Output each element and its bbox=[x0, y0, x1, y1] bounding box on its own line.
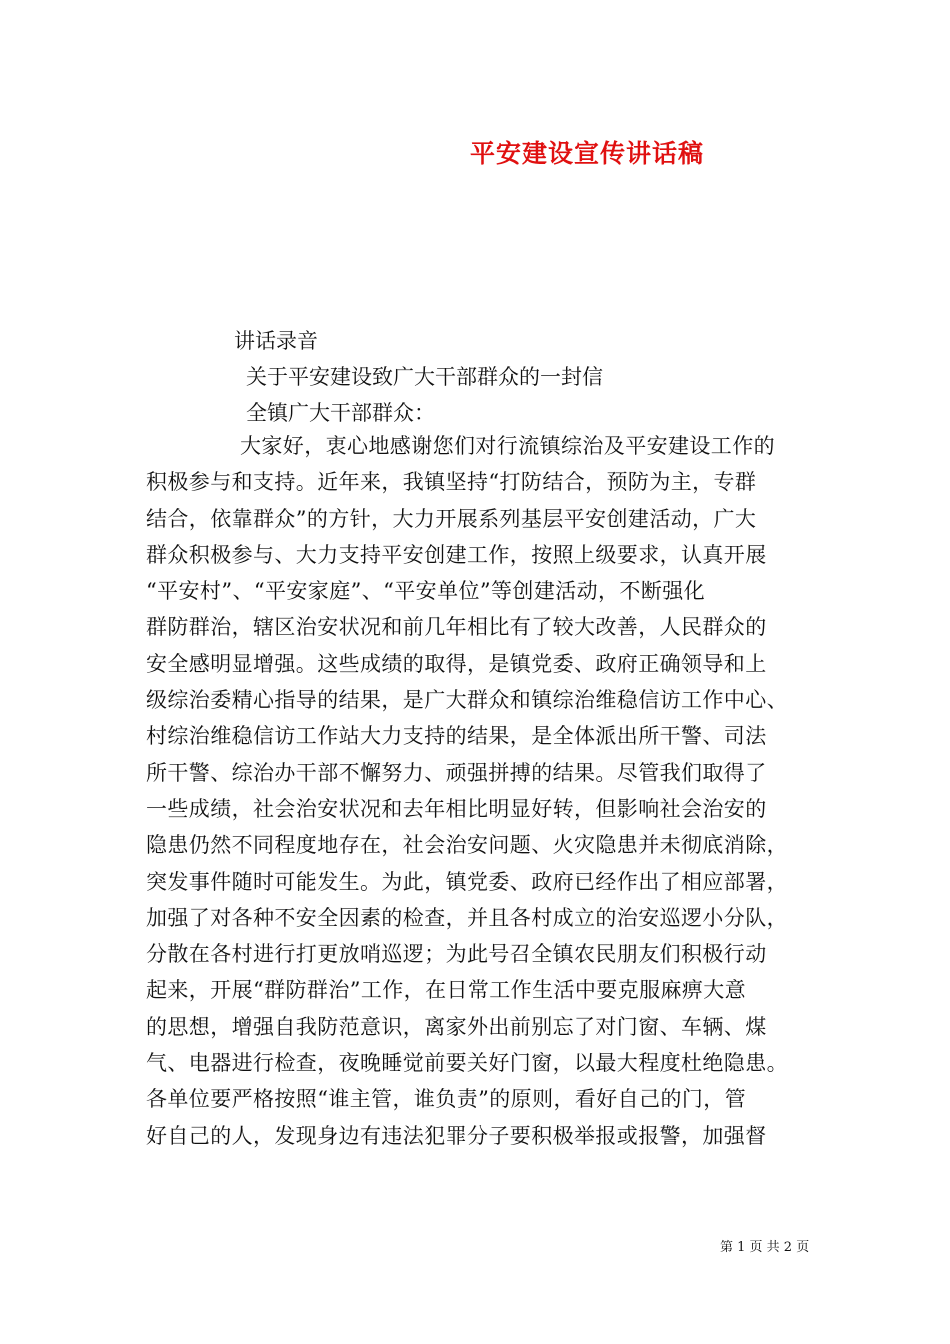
body-text-line: 级综治委精心指导的结果，是广大群众和镇综治维稳信访工作中心、 bbox=[146, 688, 788, 713]
body-text-line: 加强了对各种不安全因素的检查，并且各村成立的治安巡逻小分队， bbox=[146, 905, 788, 930]
salutation: 全镇广大干部群众： bbox=[246, 401, 435, 425]
body-text-line: 各单位要严格按照“谁主管，谁负责”的原则，看好自己的门，管 bbox=[146, 1087, 747, 1112]
body-text-line: 分散在各村进行打更放哨巡逻；为此号召全镇农民朋友们积极行动 bbox=[146, 942, 767, 967]
page-number-footer: 第 1 页 共 2 页 bbox=[720, 1240, 810, 1255]
body-text-line: “平安村”、“平安家庭”、“平安单位”等创建活动，不断强化 bbox=[146, 579, 706, 604]
body-text-line: 安全感明显增强。这些成绩的取得，是镇党委、政府正确领导和上 bbox=[146, 651, 767, 676]
letter-body bbox=[146, 428, 810, 1154]
body-text-line: 好自己的人，发现身边有违法犯罪分子要积极举报或报警，加强督 bbox=[146, 1123, 767, 1148]
body-text-line: 群防群治，辖区治安状况和前几年相比有了较大改善，人民群众的 bbox=[146, 615, 767, 640]
letter-title: 关于平安建设致广大干部群众的一封信 bbox=[246, 365, 603, 389]
body-text-line: 所干警、综治办干部不懈努力、顽强拼搏的结果。尽管我们取得了 bbox=[146, 760, 767, 785]
body-text-line: 群众积极参与、大力支持平安创建工作，按照上级要求，认真开展 bbox=[146, 542, 767, 567]
body-text-line: 气、电器进行检查，夜晚睡觉前要关好门窗，以最大程度杜绝隐患。 bbox=[146, 1051, 788, 1076]
body-text-line: 起来，开展“群防群治”工作，在日常工作生活中要克服麻痹大意 bbox=[146, 978, 747, 1003]
body-text-line: 大家好，衷心地感谢您们对行流镇综治及平安建设工作的 bbox=[240, 434, 775, 458]
recording-label: 讲话录音 bbox=[234, 329, 318, 353]
document-title: 平安建设宣传讲话稿 bbox=[470, 139, 705, 168]
body-text-line: 隐患仍然不同程度地存在，社会治安问题、火灾隐患并未彻底消除， bbox=[146, 833, 788, 858]
body-text-line: 的思想，增强自我防范意识，离家外出前别忘了对门窗、车辆、煤 bbox=[146, 1014, 767, 1039]
body-text-line: 积极参与和支持。近年来，我镇坚持“打防结合，预防为主，专群 bbox=[146, 470, 757, 495]
body-text-line: 一些成绩，社会治安状况和去年相比明显好转，但影响社会治安的 bbox=[146, 796, 767, 821]
body-text-line: 结合，依靠群众”的方针，大力开展系列基层平安创建活动，广大 bbox=[146, 506, 757, 531]
body-text-line: 突发事件随时可能发生。为此，镇党委、政府已经作出了相应部署， bbox=[146, 869, 788, 894]
body-text-line: 村综治维稳信访工作站大力支持的结果，是全体派出所干警、司法 bbox=[146, 724, 767, 749]
